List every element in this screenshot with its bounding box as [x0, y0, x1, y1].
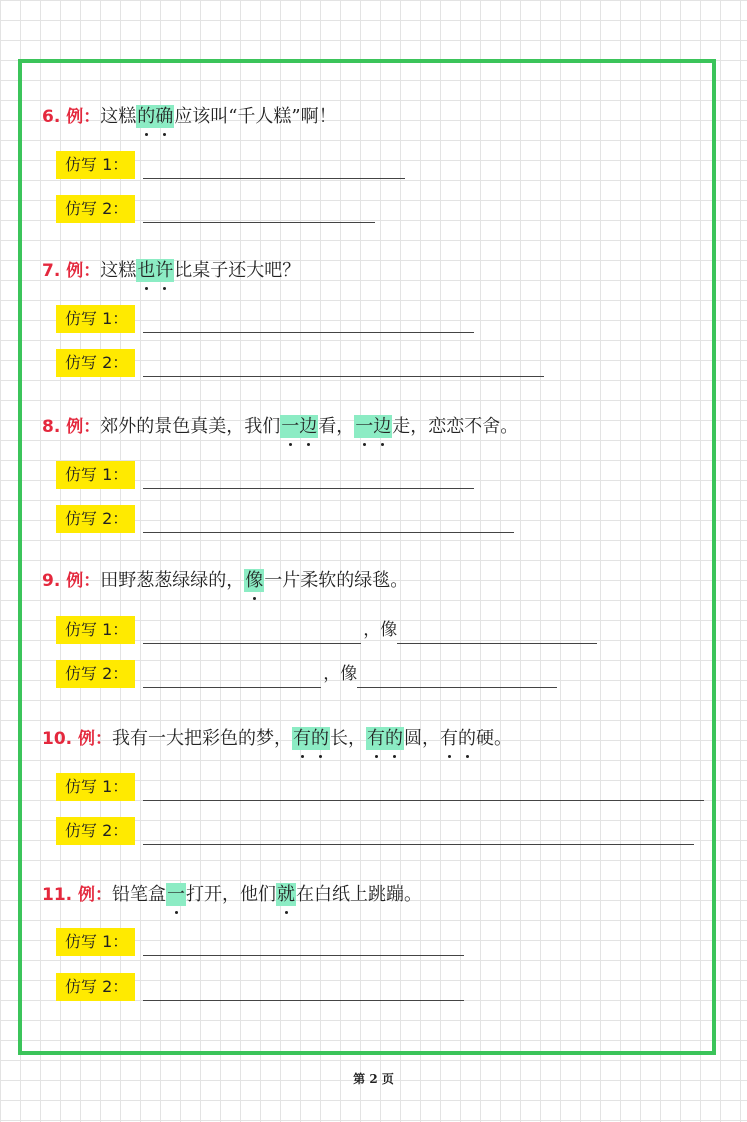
- label: 仿写 2：: [56, 349, 135, 377]
- answer-blank[interactable]: [143, 822, 694, 845]
- label: 仿写 2：: [56, 660, 135, 688]
- answer-blank[interactable]: [143, 510, 514, 533]
- example-number: 7. 例：: [42, 261, 101, 281]
- exercise-9-1: 仿写 1： ，像: [56, 616, 597, 644]
- highlight: 像: [244, 569, 264, 592]
- example-number: 8. 例：: [42, 417, 101, 437]
- answer-blank[interactable]: [143, 156, 405, 179]
- example-7: 7. 例：这糕也许比桌子还大吧？: [42, 256, 300, 286]
- label: 仿写 1：: [56, 461, 135, 489]
- answer-blank[interactable]: [143, 978, 464, 1001]
- answer-blank[interactable]: [143, 621, 361, 644]
- exercise-10-1: [56, 773, 704, 801]
- highlight: 有的: [292, 727, 330, 750]
- label: 仿写 1：: [56, 773, 135, 801]
- highlight: 也许: [136, 259, 174, 282]
- answer-blank[interactable]: [357, 665, 557, 688]
- label: 仿写 2：: [56, 195, 135, 223]
- example-6: 6. 例：这糕的确应该叫“千人糕”啊！: [42, 102, 337, 132]
- label: 仿写 1：: [56, 928, 135, 956]
- answer-blank[interactable]: [143, 310, 474, 333]
- exercise-11-1: [56, 928, 464, 956]
- label: 仿写 2：: [56, 817, 135, 845]
- highlight: 的确: [136, 105, 174, 128]
- label: 仿写 1：: [56, 616, 135, 644]
- example-8: 8. 例：郊外的景色真美，我们一边看，一边走，恋恋不舍。: [42, 412, 518, 442]
- example-10: 10. 例：我有一大把彩色的梦，有的长，有的圆，有的硬。: [42, 724, 512, 754]
- answer-blank[interactable]: [143, 354, 544, 377]
- answer-blank[interactable]: [143, 665, 321, 688]
- example-9: 9. 例：田野葱葱绿绿的，像一片柔软的绿毯。: [42, 566, 408, 596]
- exercise-6-2: [56, 195, 375, 223]
- answer-blank[interactable]: [143, 200, 375, 223]
- exercise-7-1: [56, 305, 474, 333]
- label: 仿写 1：: [56, 151, 135, 179]
- answer-blank[interactable]: [397, 621, 597, 644]
- exercise-11-2: [56, 973, 464, 1001]
- label: 仿写 2：: [56, 505, 135, 533]
- exercise-10-2: [56, 817, 694, 845]
- exercise-7-2: [56, 349, 544, 377]
- highlight: 一边: [280, 415, 318, 438]
- example-number: 11. 例：: [42, 885, 113, 905]
- exercise-9-2: 仿写 2： ，像: [56, 660, 557, 688]
- answer-blank[interactable]: [143, 933, 464, 956]
- label: 仿写 2：: [56, 973, 135, 1001]
- highlight: 就: [276, 883, 296, 906]
- page-number: 第 2 页: [353, 1072, 394, 1086]
- highlight: 有的: [366, 727, 404, 750]
- exercise-8-2: [56, 505, 514, 533]
- highlight: 一: [166, 883, 186, 906]
- label: 仿写 1：: [56, 305, 135, 333]
- example-number: 10. 例：: [42, 729, 113, 749]
- exercise-6-1: [56, 151, 405, 179]
- answer-blank[interactable]: [143, 778, 704, 801]
- answer-blank[interactable]: [143, 466, 474, 489]
- example-number: 9. 例：: [42, 571, 101, 591]
- exercise-8-1: [56, 461, 474, 489]
- highlight: 一边: [354, 415, 392, 438]
- example-11: 11. 例：铅笔盒一打开，他们就在白纸上跳蹦。: [42, 880, 422, 910]
- example-number: 6. 例：: [42, 107, 101, 127]
